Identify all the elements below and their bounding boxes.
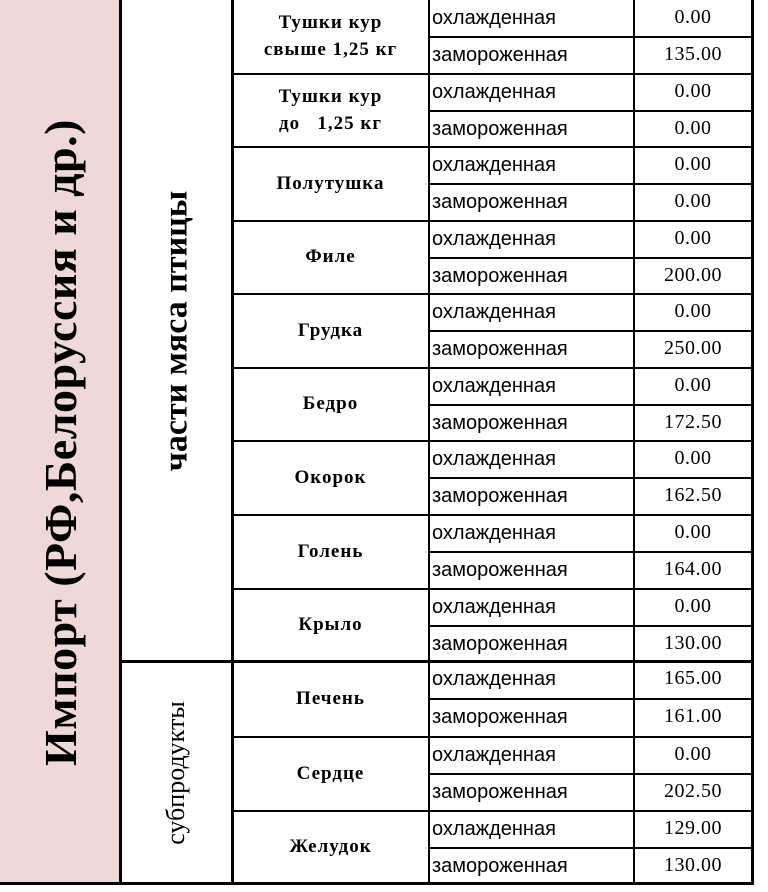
storage-type-cell: замороженная	[432, 855, 568, 877]
product-name-line: Желудок	[289, 836, 372, 858]
product-name-line: Голень	[297, 540, 364, 562]
row-divider	[232, 440, 754, 442]
storage-type-cell: замороженная	[432, 118, 568, 140]
product-name-line: Тушки кур	[278, 12, 383, 34]
storage-type-cell: замороженная	[432, 265, 568, 287]
storage-type-cell: охлажденная	[432, 375, 556, 397]
storage-type-cell: замороженная	[432, 781, 568, 803]
storage-type-cell: охлажденная	[432, 448, 556, 470]
row-divider	[0, 882, 754, 885]
column-divider	[751, 0, 754, 884]
import-group-cell	[0, 0, 120, 884]
product-name-line: Полутушка	[276, 172, 385, 194]
price-cell: 0.00	[674, 521, 712, 543]
product-cell	[232, 515, 429, 589]
storage-type-cell: замороженная	[432, 485, 568, 507]
product-cell	[232, 589, 429, 661]
row-divider	[232, 736, 754, 738]
price-cell: 0.00	[674, 374, 712, 396]
section-cell-offal	[120, 661, 232, 884]
price-cell: 129.00	[664, 817, 722, 839]
product-name-line: Грудка	[297, 319, 364, 341]
product-cell	[232, 0, 429, 74]
product-name-line: Сердце	[296, 762, 365, 784]
row-divider	[429, 847, 754, 849]
row-divider	[232, 293, 754, 295]
price-cell: 0.00	[674, 227, 712, 249]
price-cell: 161.00	[664, 705, 722, 727]
product-name-line: свыше 1,25 кг	[263, 39, 398, 60]
price-cell: 0.00	[674, 190, 712, 212]
price-cell: 0.00	[674, 743, 712, 765]
product-name-line: Крыло	[298, 613, 363, 635]
import-group-label: Импорт (РФ,Белоруссия и др.)	[34, 118, 86, 766]
price-cell: 0.00	[674, 153, 712, 175]
price-cell: 130.00	[664, 632, 722, 654]
section-label-poultry-parts: части мяса птицы	[157, 190, 195, 471]
price-cell: 135.00	[664, 43, 722, 65]
storage-type-cell: охлажденная	[432, 81, 556, 103]
storage-type-cell: замороженная	[432, 338, 568, 360]
price-cell: 130.00	[664, 854, 722, 876]
column-divider	[119, 0, 122, 884]
storage-type-cell: замороженная	[432, 44, 568, 66]
price-cell: 0.00	[674, 595, 712, 617]
storage-type-cell: замороженная	[432, 191, 568, 213]
storage-type-cell: замороженная	[432, 633, 568, 655]
product-cell	[232, 661, 429, 737]
row-divider	[429, 404, 754, 406]
section-cell-poultry-parts	[120, 0, 232, 661]
storage-type-cell: охлажденная	[432, 154, 556, 176]
price-cell: 0.00	[674, 80, 712, 102]
price-cell: 250.00	[664, 337, 722, 359]
storage-type-cell: охлажденная	[432, 7, 556, 29]
row-divider	[232, 588, 754, 590]
column-divider	[231, 0, 234, 884]
price-cell: 165.00	[664, 667, 722, 689]
price-cell: 200.00	[664, 264, 722, 286]
product-cell	[232, 221, 429, 294]
storage-type-cell: охлажденная	[432, 818, 556, 840]
row-divider	[232, 73, 754, 75]
storage-type-cell: замороженная	[432, 412, 568, 434]
price-cell: 0.00	[674, 117, 712, 139]
product-cell	[232, 737, 429, 811]
row-divider	[120, 660, 754, 663]
price-cell: 0.00	[674, 300, 712, 322]
storage-type-cell: охлажденная	[432, 522, 556, 544]
row-divider	[429, 36, 754, 38]
row-divider	[232, 367, 754, 369]
row-divider	[429, 625, 754, 627]
row-divider	[429, 551, 754, 553]
price-cell: 0.00	[674, 6, 712, 28]
storage-type-cell: охлажденная	[432, 228, 556, 250]
storage-type-cell: охлажденная	[432, 744, 556, 766]
product-cell	[232, 811, 429, 884]
storage-type-cell: замороженная	[432, 706, 568, 728]
product-name-line: Печень	[296, 687, 365, 709]
row-divider	[232, 810, 754, 812]
product-cell	[232, 147, 429, 221]
product-cell	[232, 368, 429, 441]
row-divider	[232, 146, 754, 148]
price-cell: 164.00	[664, 558, 722, 580]
row-divider	[429, 698, 754, 700]
row-divider	[232, 514, 754, 516]
column-divider	[428, 0, 430, 884]
product-name-line: Тушки кур	[278, 85, 383, 107]
product-name-line: Бедро	[302, 393, 359, 415]
product-name-line: Окорок	[294, 466, 367, 488]
price-cell: 172.50	[664, 411, 722, 433]
storage-type-cell: замороженная	[432, 559, 568, 581]
row-divider	[429, 477, 754, 479]
column-divider	[633, 0, 635, 884]
row-divider	[429, 110, 754, 112]
product-cell	[232, 74, 429, 147]
price-cell: 162.50	[664, 484, 722, 506]
row-divider	[429, 330, 754, 332]
row-divider	[429, 183, 754, 185]
product-name-line: до 1,25 кг	[279, 112, 382, 134]
storage-type-cell: охлажденная	[432, 668, 556, 690]
row-divider	[429, 257, 754, 259]
price-cell: 202.50	[664, 780, 722, 802]
product-cell	[232, 441, 429, 515]
storage-type-cell: охлажденная	[432, 301, 556, 323]
row-divider	[429, 773, 754, 775]
product-cell	[232, 294, 429, 368]
price-cell: 0.00	[674, 447, 712, 469]
row-divider	[232, 220, 754, 222]
section-label-offal: субпродукты	[161, 700, 191, 845]
storage-type-cell: охлажденная	[432, 596, 556, 618]
product-name-line: Филе	[305, 246, 356, 268]
